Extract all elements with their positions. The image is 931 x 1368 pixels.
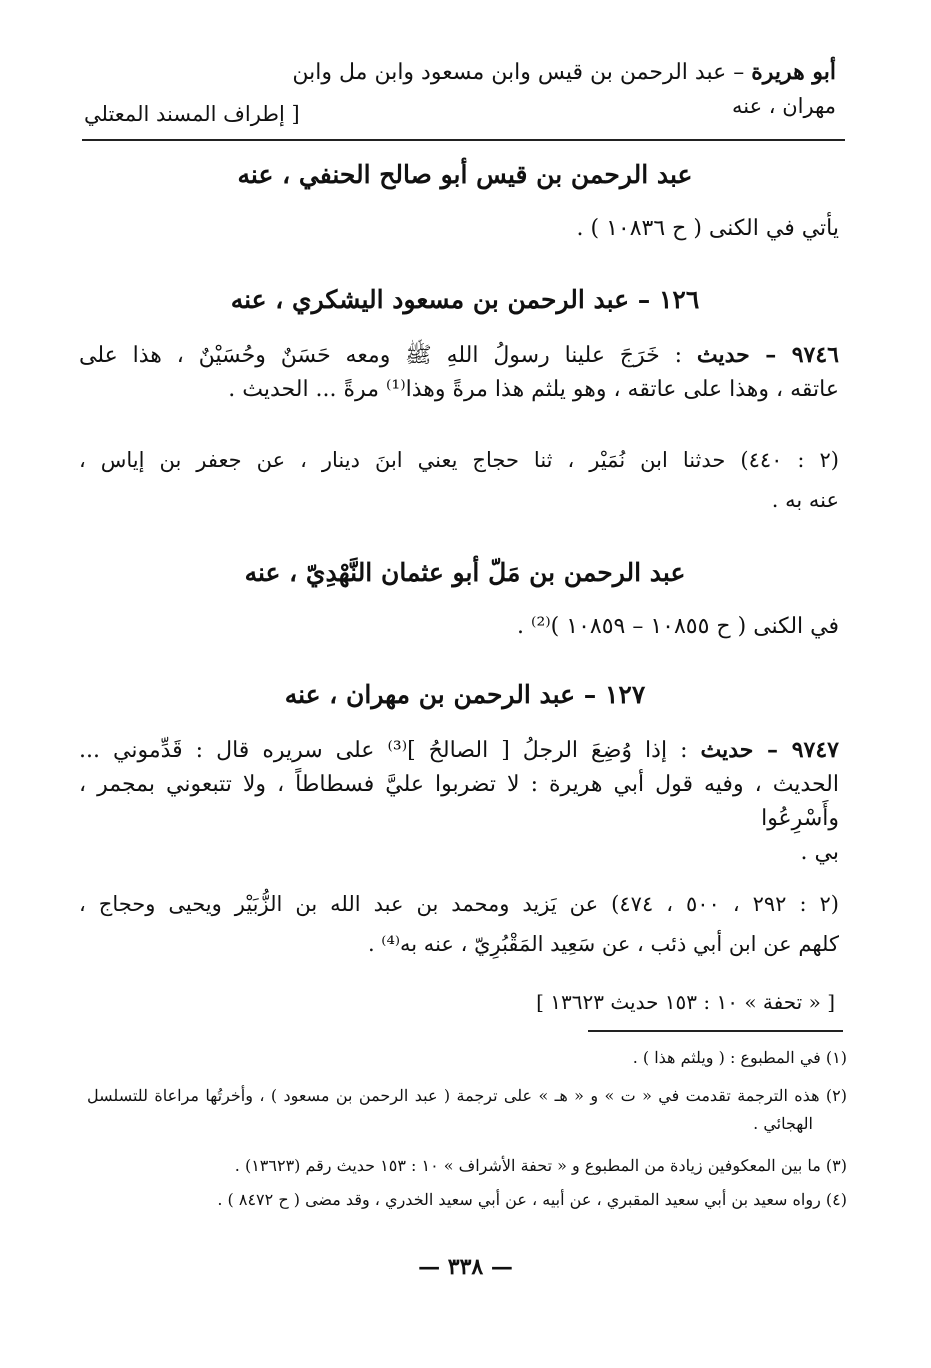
hadith-text: : إذا وُضِعَ الرجلُ [ الصالحُ ]⁽³⁾ على سريره قال : قَدِّموني ... (79, 738, 701, 763)
isnad-line2: كلهم عن ابن أبي ذئب ، عن سَعِيد المَقْبُرِيّ ، عنه به⁽⁴⁾ . (367, 932, 839, 956)
footnote-3: (٣) ما بين المعكوفين زيادة من المطبوع و « تحفة الأشراف » ١٠ : ١٥٣ حديث رقم (١٣٦٢٣) . (234, 1156, 847, 1175)
hadith-number: ٩٧٤٦ – حديث (696, 342, 839, 368)
page-number: — ٣٣٨ — (418, 1254, 513, 1280)
isnad-line2: عنه به . (771, 488, 839, 512)
footnote-divider (588, 1030, 843, 1032)
cross-reference-text-2: في الكنى ( ح ١٠٨٥٥ – ١٠٨٥٩ )⁽²⁾ . (517, 614, 839, 639)
section-heading-126: ١٢٦ – عبد الرحمن بن مسعود اليشكري ، عنه (230, 285, 700, 314)
hadith-9746 (79, 338, 839, 407)
hadith-number: ٩٧٤٧ – حديث (700, 737, 839, 763)
hadith-9747-line3: بي . (800, 840, 839, 865)
footnote-1: (١) في المطبوع : ( ويلثم هذا ) . (632, 1048, 847, 1067)
footnote-2-line2: الهجائي . (753, 1114, 813, 1133)
isnad-9747 (79, 884, 839, 964)
hadith-9746-line1 (79, 338, 839, 373)
hadith-9747 (79, 733, 839, 870)
hadith-9747-line1 (79, 733, 839, 768)
hadith-9747-line2: الحديث ، وفيه قول أبي هريرة : لا تضربوا عليَّ فسطاطاً ، ولا تتبعوني بمجمر ، وأَسْرِعُوا (79, 772, 839, 831)
isnad-line1: (٢ : ٤٤٠) حدثنا ابن نُمَيْر ، ثنا حجاج يعني ابنَ دينار ، عن جعفر بن إياس ، (79, 448, 839, 472)
section-heading-ibn-mall: عبد الرحمن بن مَلّ أبو عثمان النَّهْدِيّ ، عنه (244, 558, 686, 587)
header-divider (82, 139, 845, 141)
running-header-book-title: [ إطراف المسند المعتلي (84, 102, 300, 126)
hadith-text: : خَرَجَ علينا رسولُ اللهِ ﷺ ومعه حَسَنٌ وحُسَيْنٌ ، هذا على (79, 343, 697, 368)
tuhfa-reference: [ « تحفة » ١٠ : ١٥٣ حديث ١٣٦٢٣ ] (536, 990, 835, 1014)
isnad-9746 (79, 440, 839, 520)
footnote-2 (87, 1082, 847, 1138)
cross-reference-text: يأتي في الكنى ( ح ١٠٨٣٦ ) . (576, 216, 839, 241)
header-topic-rest: – عبد الرحمن بن قيس وابن مسعود وابن مل وابن (292, 60, 752, 85)
footnote-4: (٤) رواه سعيد بن أبي سعيد المقبري ، عن أبيه ، عن أبي سعيد الخدري ، وقد مضى ( ح ٨٤٧٢ ) . (217, 1190, 847, 1209)
footnote-2-line1: (٢) هذه الترجمة تقدمت في « ت » و « هـ » على ترجمة ( عبد الرحمن بن مسعود ) ، وأخرتُها مراعاة للتسلسل (87, 1086, 847, 1105)
running-header-topic-line2: مهران ، عنه (731, 94, 836, 118)
section-heading-ibn-qays: عبد الرحمن بن قيس أبو صالح الحنفي ، عنه (237, 160, 693, 189)
running-header-topic (292, 58, 836, 87)
isnad-line1: (٢ : ٢٩٢ ، ٥٠٠ ، ٤٧٤) عن يَزيد ومحمد بن عبد الله بن الزُّبَيْر ويحيى وحجاج ، (79, 892, 839, 916)
hadith-9746-line2: عاتقه ، وهذا على عاتقه ، وهو يلثم هذا مرةً وهذا⁽¹⁾ مرةً ... الحديث . (228, 377, 839, 402)
section-heading-127: ١٢٧ – عبد الرحمن بن مهران ، عنه (284, 680, 646, 709)
header-topic-name: أبو هريرة (751, 59, 836, 85)
